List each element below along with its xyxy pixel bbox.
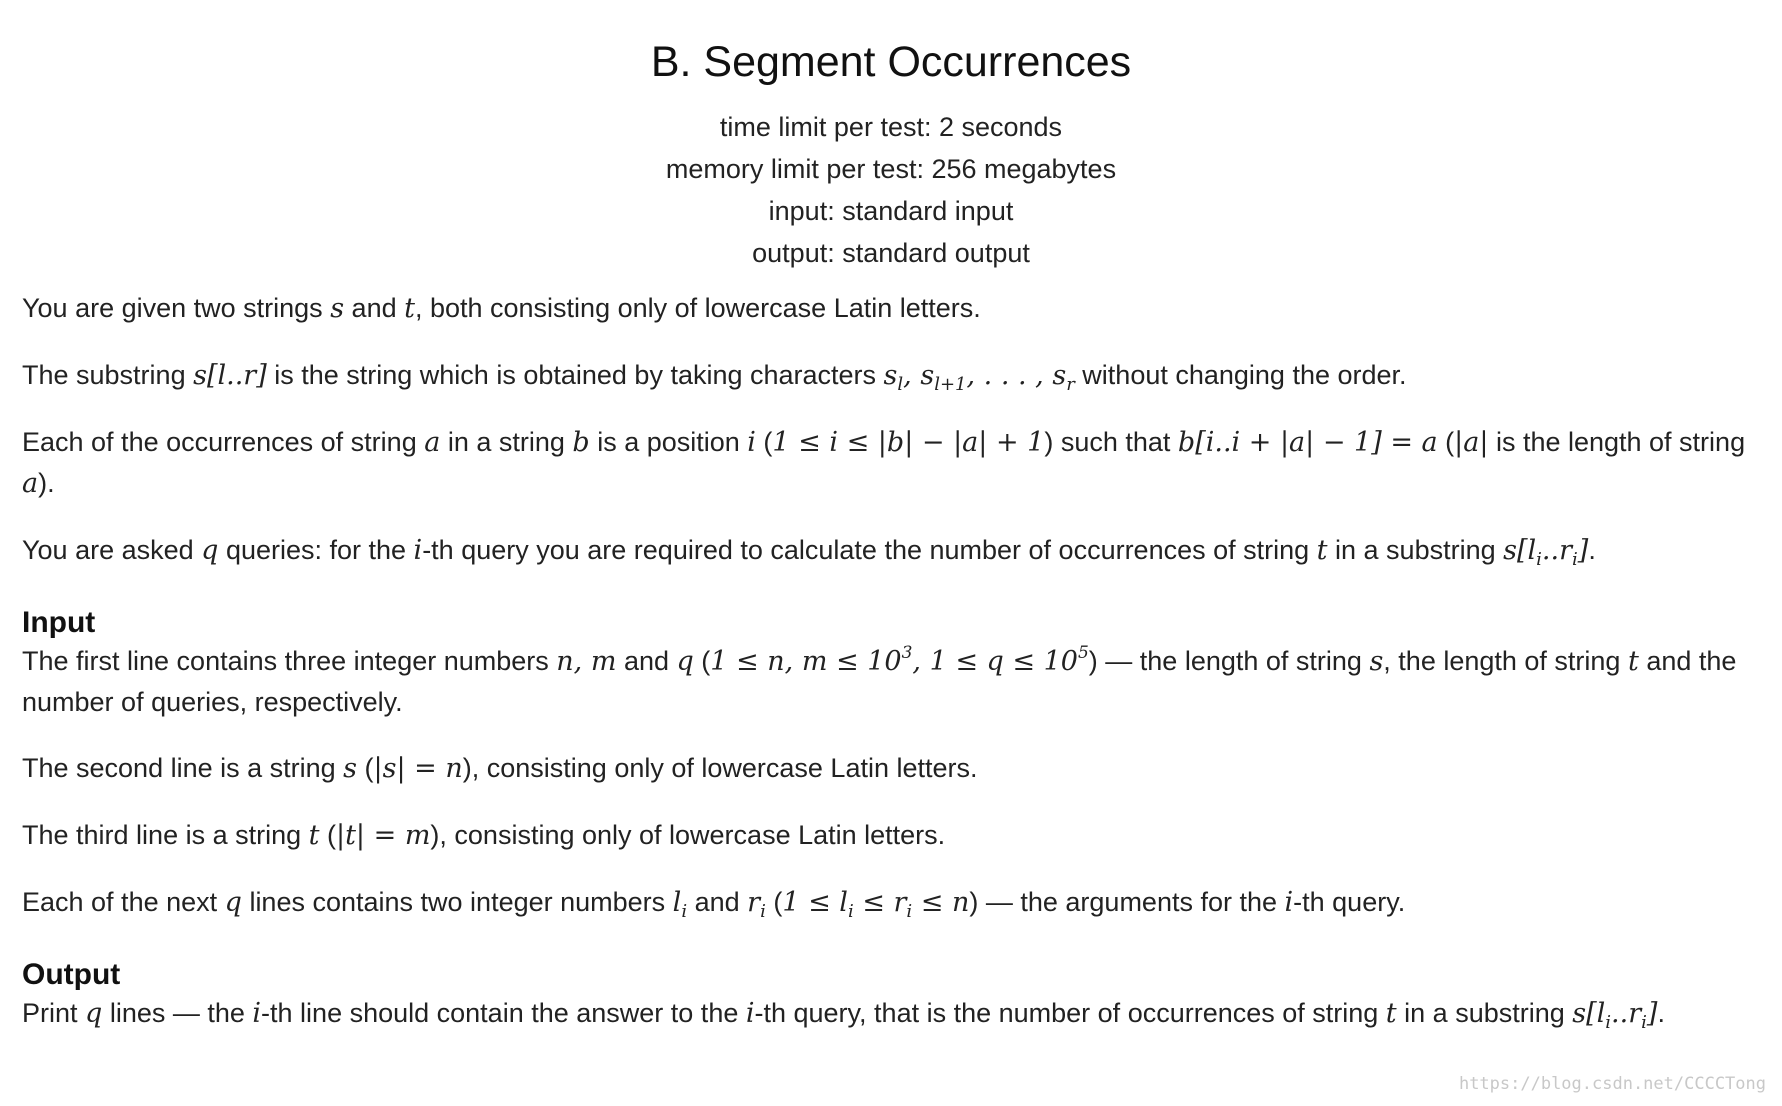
math-var: t xyxy=(1316,535,1328,566)
math-var: t xyxy=(1627,646,1639,677)
statement-paragraph-3: Each of the occurrences of string a in a string b is a position i (1 ≤ i ≤ |b| − |a| + 1) such that b[i..i + |a| − 1] = a (|a| is the length of string a). xyxy=(22,427,1746,499)
math-var: $l_i$ xyxy=(672,887,688,922)
math-var: t xyxy=(404,293,415,324)
statement-paragraph-4: You are asked q queries: for the i-th query you are required to calculate the number of occurrences of string t in a substring $s[l_i..r_i]$. xyxy=(22,535,1596,570)
math-chars: $s_l$, $s_{l+1}$, . . . , $s_r$ xyxy=(883,360,1075,395)
problem-body xyxy=(22,288,1752,1034)
input-paragraph-1: The first line contains three integer numbers n, m and q (1 ≤ n, $m \le 10^3$, $1 \le q \le 10^5$) — the length of string s, the length of string t and the number of queries, respectively. xyxy=(22,643,1737,717)
math-var: s xyxy=(330,293,345,324)
math-substring: s[l..r] xyxy=(193,360,267,391)
math-var: t xyxy=(1385,998,1397,1029)
math-var: q xyxy=(201,535,219,566)
math-var: n, m xyxy=(556,646,617,677)
math-var: s xyxy=(1369,646,1384,677)
math-constraint: 1 ≤ n, $m \le 10^3$, $1 \le q \le 10^5$ xyxy=(710,643,1089,677)
output-paragraph-1: Print q lines — the i-th line should contain the answer to the i-th query, that is the number of occurrences of string t in a substring $s[l_i..r_i]$. xyxy=(22,998,1665,1033)
statement-paragraph-2: The substring s[l..r] is the string which is obtained by taking characters $s_l$, $s_{l+1}$, . . . , $s_r$ without changing the order. xyxy=(22,360,1407,395)
math-var: i xyxy=(1284,887,1294,918)
math-var: i xyxy=(252,998,262,1029)
input-paragraph-3: The third line is a string t (|t| = m), consisting only of lowercase Latin letters. xyxy=(22,820,946,851)
statement-paragraph-1: You are given two strings s and t, both consisting only of lowercase Latin letters. xyxy=(22,293,981,324)
math-var: i xyxy=(745,998,755,1029)
math-constraint: $1 \le l_i \le r_i \le n$ xyxy=(782,887,970,922)
memory-limit: memory limit per test: 256 megabytes xyxy=(665,154,1117,184)
math-var: i xyxy=(413,535,423,566)
math-condition: |t| = m xyxy=(335,820,431,851)
input-heading: Input xyxy=(22,606,96,639)
math-condition: 1 ≤ i ≤ |b| − |a| + 1 xyxy=(772,427,1045,458)
math-var: q xyxy=(676,646,694,677)
math-equation: b[i..i + |a| − 1] = a xyxy=(1177,427,1438,458)
output-heading: Output xyxy=(22,958,121,991)
math-var: $r_i$ xyxy=(747,887,766,922)
time-limit: time limit per test: 2 seconds xyxy=(719,112,1063,142)
input-section xyxy=(22,605,1752,923)
math-var: a xyxy=(22,468,39,499)
math-var: b xyxy=(572,427,590,458)
problem-header xyxy=(0,0,1782,274)
input-paragraph-2: The second line is a string s (|s| = n), consisting only of lowercase Latin letters. xyxy=(22,753,978,784)
math-substring: $s[l_i..r_i]$ xyxy=(1572,998,1658,1033)
math-var: q xyxy=(85,998,103,1029)
math-var: t xyxy=(308,820,320,851)
input-spec: input: standard input xyxy=(768,196,1014,226)
math-var: a xyxy=(424,427,441,458)
math-var: i xyxy=(747,427,756,458)
watermark-url: https://blog.csdn.net/CCCCTong xyxy=(1458,1074,1766,1094)
math-abs: |a| xyxy=(1454,427,1489,458)
input-paragraph-4: Each of the next q lines contains two integer numbers $l_i$ and $r_i$ $(1 \le l_i \le r_i \le n)$ — the arguments for the i-th query. xyxy=(22,887,1406,922)
output-spec: output: standard output xyxy=(752,238,1030,268)
math-var: q xyxy=(224,887,242,918)
math-substring: $s[l_i..r_i]$ xyxy=(1503,535,1589,570)
math-var: s xyxy=(343,753,358,784)
output-section xyxy=(22,957,1752,1034)
problem-title: B. Segment Occurrences xyxy=(650,38,1132,86)
math-condition: |s| = n xyxy=(373,753,463,784)
